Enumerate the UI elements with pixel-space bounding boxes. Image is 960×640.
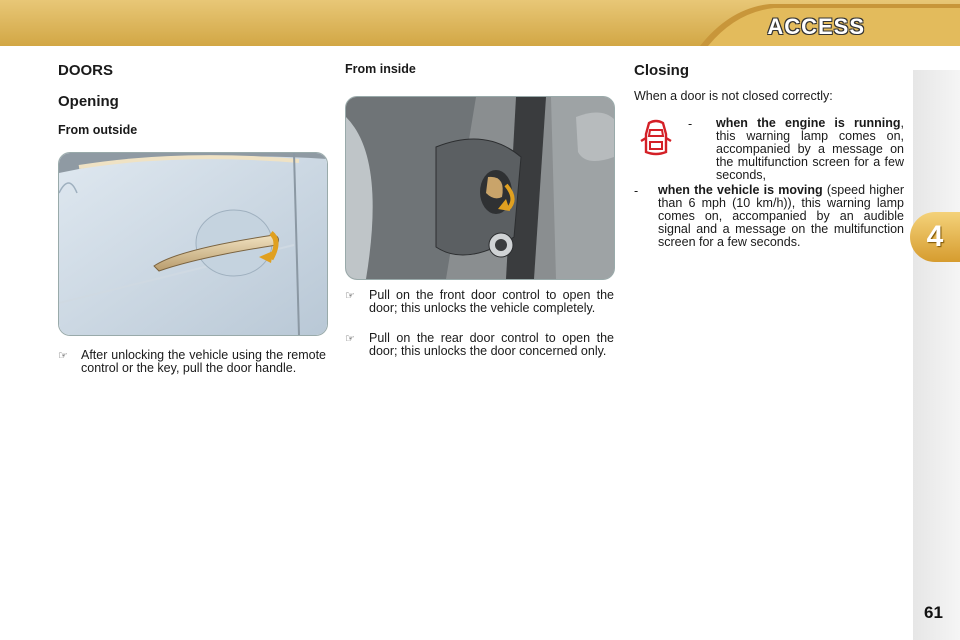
inside-instruction-front: Pull on the front door control to open the door; this unlocks the vehicle completely. [369, 288, 614, 315]
vehicle-moving-text: (speed higher than 6 mph (10 km/h)), this warning lamp comes on, accompanied by an audible signal and a message on the multifunction screen for a few seconds. [658, 183, 904, 249]
closing-item-engine-running [716, 117, 904, 182]
list-dash: - [634, 184, 639, 198]
list-dash: - [688, 117, 693, 131]
side-strip [913, 70, 960, 640]
closing-intro: When a door is not closed correctly: [634, 89, 833, 103]
bullet-icon: ☞ [58, 350, 68, 362]
vehicle-moving-label: when the vehicle is moving [658, 183, 823, 197]
door-outside-illustration [58, 152, 328, 336]
bullet-icon: ☞ [345, 333, 355, 345]
bullet-icon: ☞ [345, 290, 355, 302]
page-number: 61 [924, 603, 943, 622]
heading-from-outside: From outside [58, 123, 138, 137]
heading-opening: Opening [58, 93, 119, 110]
heading-closing: Closing [634, 62, 689, 79]
engine-running-text: , this warning lamp comes on, accompanied by a message on the multifunction screen for a few seconds, [716, 116, 904, 182]
inside-instruction-rear: Pull on the rear door control to open the door; this unlocks the door concerned only. [369, 331, 614, 358]
page-header [0, 0, 960, 46]
chapter-badge: 4 [910, 212, 960, 262]
heading-from-inside: From inside [345, 62, 416, 76]
closing-item-vehicle-moving [658, 184, 904, 249]
door-inside-illustration [345, 96, 615, 280]
door-open-warning-icon [640, 118, 672, 158]
outside-instruction: After unlocking the vehicle using the remote control or the key, pull the door handle. [81, 348, 326, 375]
heading-doors: DOORS [58, 62, 114, 79]
engine-running-label: when the engine is running [716, 116, 901, 130]
section-title: ACCESS [767, 14, 865, 39]
